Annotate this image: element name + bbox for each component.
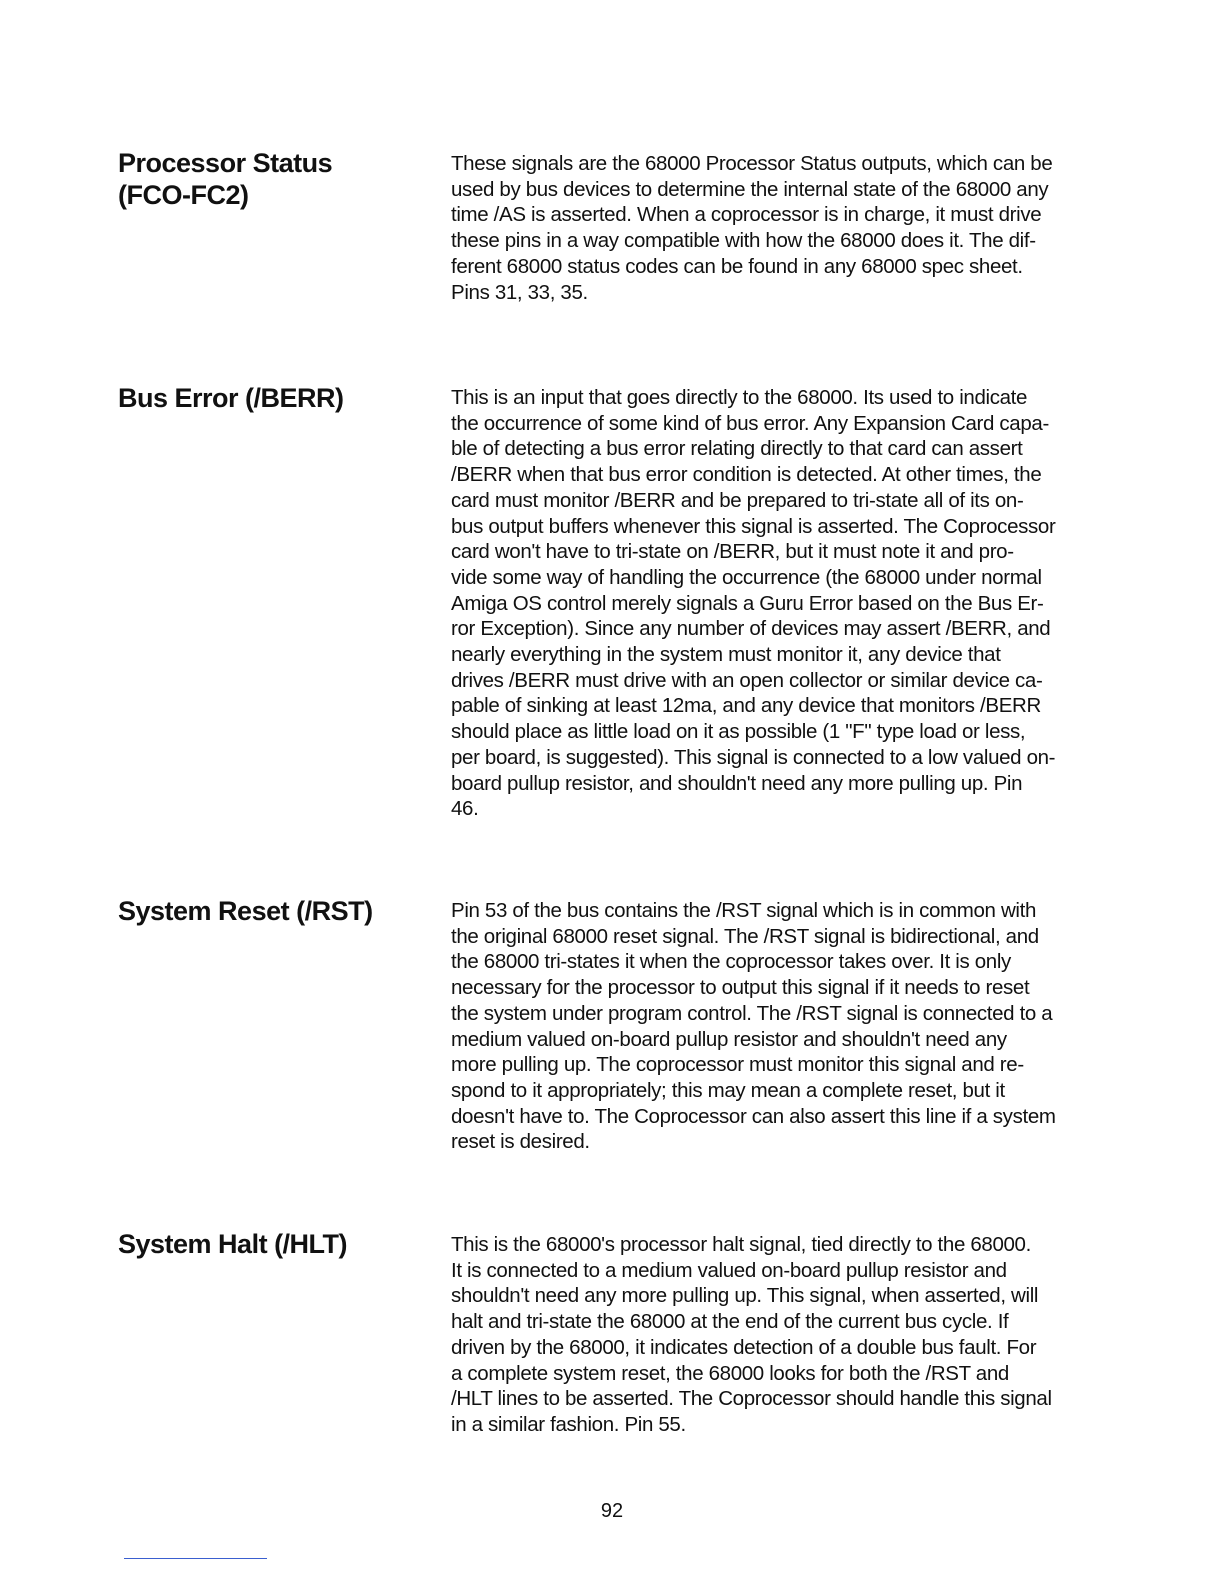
- body-line: shouldn't need any more pulling up. This signal, when asserted, will: [451, 1284, 1039, 1308]
- body-line: ferent 68000 status codes can be found in any 68000 spec sheet.: [451, 254, 1023, 278]
- body-line: time /AS is asserted. When a coprocessor is in charge, it must drive: [451, 203, 1042, 227]
- body-line: drives /BERR must drive with an open collector or similar device ca-: [451, 668, 1043, 692]
- heading-line: (FCO-FC2): [118, 180, 249, 210]
- body-line: used by bus devices to determine the internal state of the 68000 any: [451, 177, 1049, 201]
- footer-rule: [124, 1558, 267, 1559]
- section-heading: [118, 382, 418, 414]
- body-line: This is an input that goes directly to the 68000. Its used to indicate: [451, 386, 1028, 409]
- body-line: these pins in a way compatible with how the 68000 does it. The dif-: [451, 229, 1036, 253]
- body-line: ble of detecting a bus error relating directly to that card can assert: [451, 437, 1023, 461]
- body-line: medium valued on-board pullup resistor and shouldn't need any: [451, 1027, 1007, 1051]
- body-line: a complete system reset, the 68000 looks for both the /RST and: [451, 1361, 1009, 1385]
- heading-line: System Reset (/RST): [118, 896, 373, 926]
- body-line: the 68000 tri-states it when the coprocessor takes over. It is only: [451, 950, 1011, 974]
- body-line: board pullup resistor, and shouldn't need any more pulling up. Pin: [451, 771, 1023, 795]
- heading-line: Processor Status: [118, 148, 333, 178]
- section-body: [451, 151, 1099, 305]
- body-line: Pins 31, 33, 35.: [451, 280, 588, 304]
- body-line: card must monitor /BERR and be prepared to tri-state all of its on-: [451, 488, 1024, 512]
- section-body: [451, 1232, 1099, 1438]
- body-line: Pin 53 of the bus contains the /RST signal which is in common with: [451, 899, 1036, 922]
- body-line: in a similar fashion. Pin 55.: [451, 1412, 686, 1436]
- body-line: bus output buffers whenever this signal is asserted. The Coprocessor: [451, 514, 1056, 538]
- body-line: This is the 68000's processor halt signal, tied directly to the 68000.: [451, 1233, 1031, 1256]
- section-body: [451, 385, 1099, 822]
- body-line: reset is desired.: [451, 1130, 590, 1154]
- body-line: nearly everything in the system must monitor it, any device that: [451, 643, 1001, 667]
- page-number: 92: [600, 1500, 624, 1522]
- body-line: card won't have to tri-state on /BERR, but it must note it and pro-: [451, 540, 1014, 564]
- body-line: necessary for the processor to output this signal if it needs to reset: [451, 976, 1030, 1000]
- body-line: 46.: [451, 797, 479, 821]
- body-line: vide some way of handling the occurrence (the 68000 under normal: [451, 565, 1042, 589]
- body-line: Amiga OS control merely signals a Guru Error based on the Bus Er-: [451, 591, 1044, 615]
- section-heading: [118, 1228, 418, 1260]
- body-line: driven by the 68000, it indicates detection of a double bus fault. For: [451, 1335, 1037, 1359]
- body-line: per board, is suggested). This signal is connected to a low valued on-: [451, 745, 1056, 769]
- body-line: spond to it appropriately; this may mean a complete reset, but it: [451, 1078, 1005, 1102]
- body-line: doesn't have to. The Coprocessor can also assert this line if a system: [451, 1104, 1056, 1128]
- section-body: [451, 898, 1099, 1155]
- body-line: should place as little load on it as possible (1 "F" type load or less,: [451, 720, 1026, 744]
- heading-line: System Halt (/HLT): [118, 1229, 348, 1259]
- section-heading: [118, 147, 418, 211]
- body-line: ror Exception). Since any number of devices may assert /BERR, and: [451, 617, 1051, 641]
- body-line: /BERR when that bus error condition is detected. At other times, the: [451, 463, 1042, 487]
- body-line: pable of sinking at least 12ma, and any device that monitors /BERR: [451, 694, 1041, 718]
- body-line: the occurrence of some kind of bus error. Any Expansion Card capa-: [451, 411, 1049, 435]
- body-line: /HLT lines to be asserted. The Coprocessor should handle this signal: [451, 1387, 1052, 1411]
- body-line: It is connected to a medium valued on-board pullup resistor and: [451, 1258, 1007, 1282]
- body-line: These signals are the 68000 Processor Status outputs, which can be: [451, 152, 1053, 175]
- heading-line: Bus Error (/BERR): [118, 383, 344, 413]
- body-line: the system under program control. The /RST signal is connected to a: [451, 1001, 1053, 1025]
- body-line: more pulling up. The coprocessor must monitor this signal and re-: [451, 1053, 1024, 1077]
- body-line: the original 68000 reset signal. The /RST signal is bidirectional, and: [451, 924, 1039, 948]
- body-line: halt and tri-state the 68000 at the end of the current bus cycle. If: [451, 1310, 1009, 1334]
- section-heading: [118, 895, 418, 927]
